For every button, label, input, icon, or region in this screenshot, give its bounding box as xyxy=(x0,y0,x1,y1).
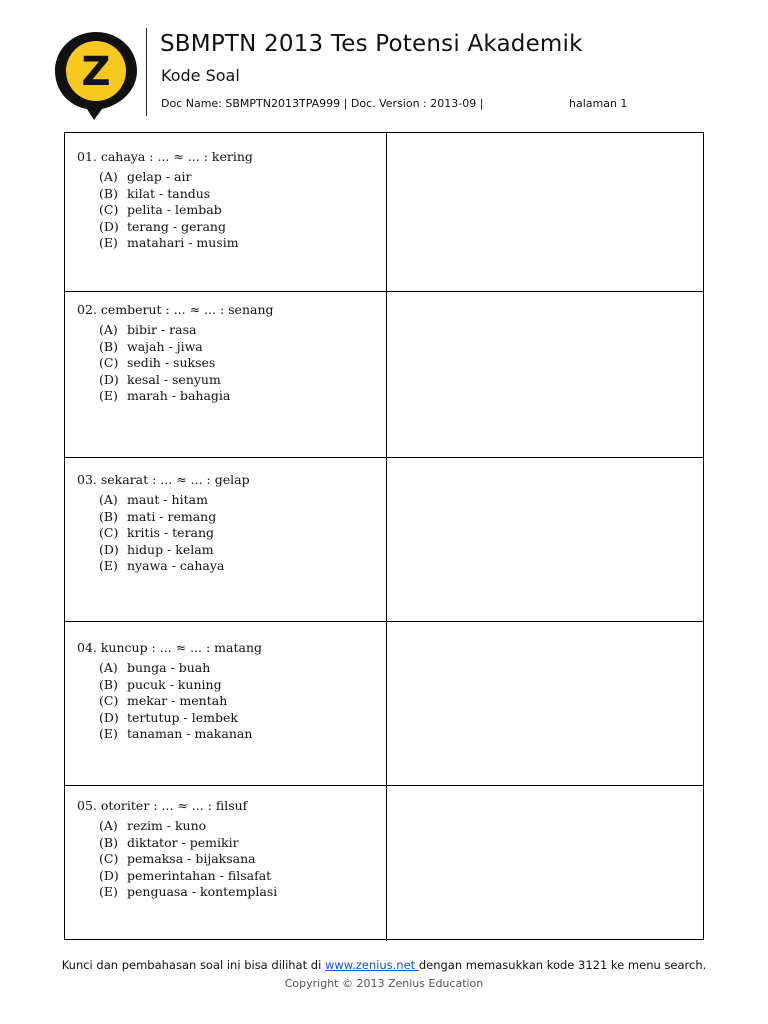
option-text: bibir - rasa xyxy=(127,322,197,337)
option-b xyxy=(77,339,274,356)
option-d xyxy=(77,542,250,559)
column-divider xyxy=(386,786,387,941)
column-divider xyxy=(386,458,387,621)
option-label: (C) xyxy=(99,202,119,217)
option-label: (D) xyxy=(99,867,119,883)
option-text: bunga - buah xyxy=(127,660,211,675)
footer-note xyxy=(0,958,768,972)
doc-info xyxy=(161,97,628,110)
option-text: kesal - senyum xyxy=(127,371,221,387)
option-label: (B) xyxy=(99,834,118,850)
question-grid xyxy=(64,132,704,940)
question-row-02 xyxy=(65,292,703,458)
copyright: Copyright © 2013 Zenius Education xyxy=(284,977,484,990)
page-subtitle: Kode Soal xyxy=(161,66,240,85)
question-stem: 05. otoriter : ... ≈ ... : filsuf xyxy=(77,798,248,813)
option-label: (C) xyxy=(99,355,119,370)
option-b xyxy=(77,186,253,203)
option-label: (E) xyxy=(99,884,118,899)
option-label: (D) xyxy=(99,371,119,387)
option-text: pelita - lembab xyxy=(127,202,222,217)
option-label: (B) xyxy=(99,676,118,692)
option-label: (B) xyxy=(99,508,118,524)
footer-note-prefix: Kunci dan pembahasan soal ini bisa dilihat di xyxy=(61,958,325,972)
option-label: (C) xyxy=(99,693,119,708)
option-label: (D) xyxy=(99,709,119,725)
question-01 xyxy=(77,149,253,252)
column-divider xyxy=(386,133,387,291)
option-label: (A) xyxy=(99,322,118,337)
column-divider xyxy=(386,292,387,457)
question-row-05 xyxy=(65,786,703,941)
question-stem: 04. kuncup : ... ≈ ... : matang xyxy=(77,640,262,655)
option-label: (C) xyxy=(99,525,119,540)
logo-letter: Z xyxy=(81,49,111,95)
option-c xyxy=(77,851,277,868)
option-text: nyawa - cahaya xyxy=(127,558,225,573)
option-text: diktator - pemikir xyxy=(127,834,239,850)
option-label: (A) xyxy=(99,492,118,507)
option-a xyxy=(77,818,277,835)
question-stem: 02. cemberut : ... ≈ ... : senang xyxy=(77,302,274,317)
question-03 xyxy=(77,472,250,575)
option-text: mati - remang xyxy=(127,508,217,524)
option-text: pemaksa - bijaksana xyxy=(127,851,256,866)
zenius-logo xyxy=(50,28,142,122)
option-b xyxy=(77,509,250,526)
question-row-01 xyxy=(65,133,703,292)
option-e xyxy=(77,235,253,252)
option-e xyxy=(77,558,250,575)
option-text: marah - bahagia xyxy=(127,388,231,403)
option-label: (A) xyxy=(99,660,118,675)
option-c xyxy=(77,355,274,372)
option-d xyxy=(77,868,277,885)
option-text: matahari - musim xyxy=(127,235,239,250)
option-d xyxy=(77,372,274,389)
option-label: (D) xyxy=(99,541,119,557)
footer-note-suffix: dengan memasukkan kode 3121 ke menu search. xyxy=(418,958,707,972)
option-b xyxy=(77,835,277,852)
option-text: kilat - tandus xyxy=(127,185,211,201)
option-label: (A) xyxy=(99,169,118,184)
option-text: pucuk - kuning xyxy=(127,676,222,692)
option-text: tertutup - lembek xyxy=(127,709,238,725)
question-04 xyxy=(77,640,262,743)
page-title: SBMPTN 2013 Tes Potensi Akademik xyxy=(160,31,583,57)
option-text: terang - gerang xyxy=(127,218,226,234)
option-a xyxy=(77,169,253,186)
question-row-03 xyxy=(65,458,703,622)
option-text: kritis - terang xyxy=(127,525,215,540)
option-d xyxy=(77,219,253,236)
option-text: sedih - sukses xyxy=(127,355,216,370)
option-e xyxy=(77,884,277,901)
option-label: (D) xyxy=(99,218,119,234)
option-label: (B) xyxy=(99,338,118,354)
option-label: (A) xyxy=(99,818,118,833)
zenius-link[interactable]: www.zenius.net xyxy=(324,958,419,972)
question-05 xyxy=(77,798,277,901)
option-text: wajah - jiwa xyxy=(127,338,203,354)
option-a xyxy=(77,322,274,339)
option-text: gelap - air xyxy=(127,169,192,184)
option-c xyxy=(77,693,262,710)
option-e xyxy=(77,726,262,743)
page-number: halaman 1 xyxy=(569,97,628,110)
question-stem: 03. sekarat : ... ≈ ... : gelap xyxy=(77,472,250,487)
option-label: (E) xyxy=(99,388,118,403)
option-text: maut - hitam xyxy=(127,492,208,507)
option-label: (E) xyxy=(99,558,118,573)
option-text: pemerintahan - filsafat xyxy=(127,867,272,883)
option-a xyxy=(77,660,262,677)
question-02 xyxy=(77,302,274,405)
option-label: (B) xyxy=(99,185,118,201)
option-text: mekar - mentah xyxy=(127,693,228,708)
question-row-04 xyxy=(65,622,703,786)
header-divider xyxy=(146,28,147,116)
option-c xyxy=(77,202,253,219)
option-text: rezim - kuno xyxy=(127,818,207,833)
option-text: hidup - kelam xyxy=(127,541,214,557)
option-label: (E) xyxy=(99,726,118,741)
option-text: penguasa - kontemplasi xyxy=(127,884,278,899)
option-d xyxy=(77,710,262,727)
option-c xyxy=(77,525,250,542)
option-a xyxy=(77,492,250,509)
option-label: (C) xyxy=(99,851,119,866)
option-e xyxy=(77,388,274,405)
column-divider xyxy=(386,622,387,785)
question-stem: 01. cahaya : ... ≈ ... : kering xyxy=(77,149,253,164)
option-text: tanaman - makanan xyxy=(127,726,253,741)
option-b xyxy=(77,677,262,694)
doc-info-text: Doc Name: SBMPTN2013TPA999 | Doc. Version : 2013-09 | xyxy=(161,97,484,110)
option-label: (E) xyxy=(99,235,118,250)
